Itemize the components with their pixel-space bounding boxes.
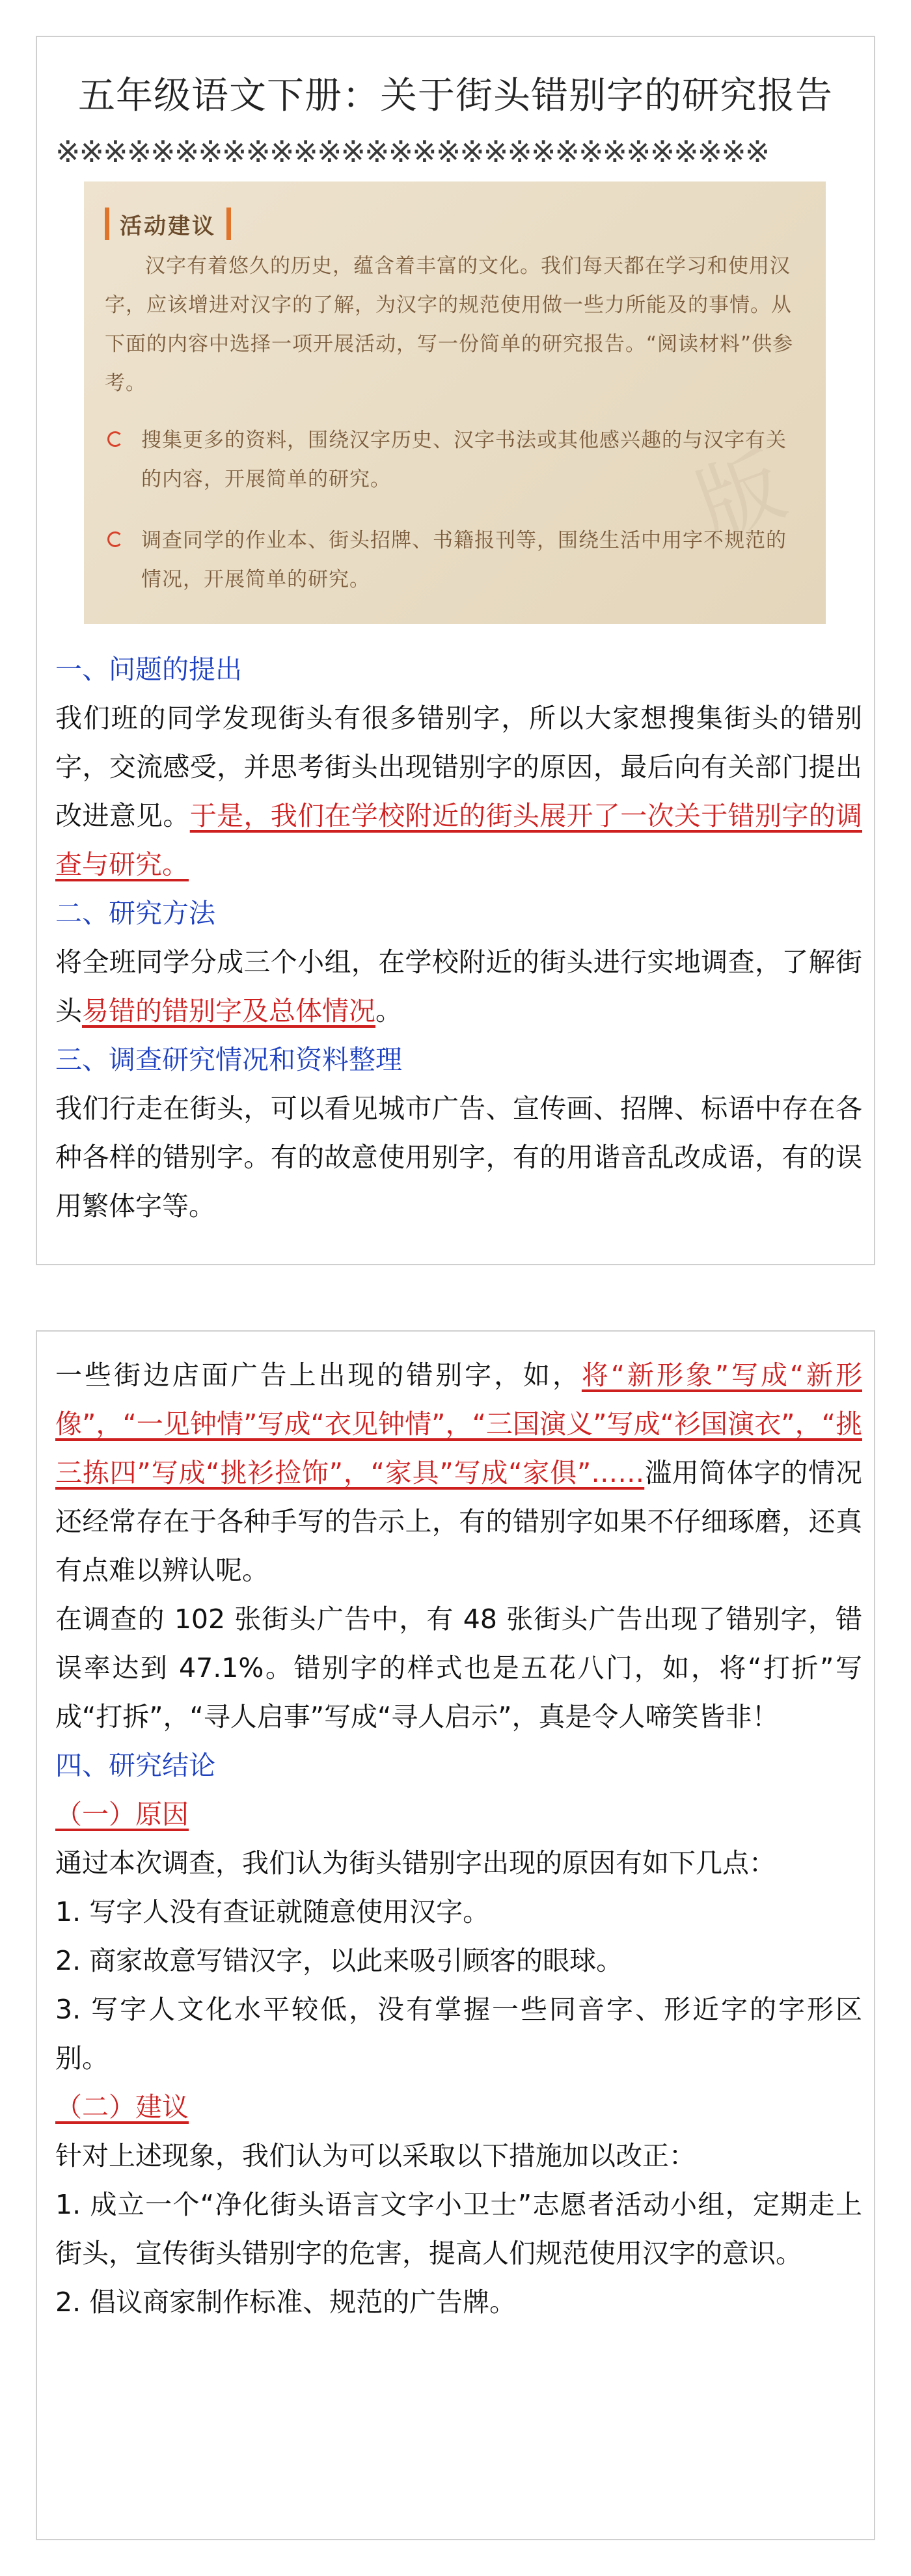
section3-heading: 三、调查研究情况和资料整理: [55, 1044, 402, 1075]
suggestion-item-2: 2. 倡议商家制作标准、规范的广告牌。: [55, 2287, 517, 2318]
causes-intro: 通过本次调查，我们认为街头错别字出现的原因有如下几点：: [55, 1847, 776, 1879]
section1-paragraph: [55, 694, 862, 889]
examples-paragraph: [55, 1351, 862, 1595]
cause-item-1: 1. 写字人没有查证就随意使用汉字。: [55, 1896, 490, 1927]
report-title: 五年级语文下册：关于街头错别字的研究报告: [78, 74, 833, 117]
activity-item-1-text: 搜集更多的资料，围绕汉字历史、汉字书法或其他感兴趣的与汉字有关的内容，开展简单的研究。: [141, 429, 787, 491]
suggestions-intro: 针对上述现象，我们认为可以采取以下措施加以改正：: [55, 2140, 696, 2171]
activity-suggestion-image: [84, 181, 826, 624]
section2-paragraph: [55, 938, 862, 1036]
section4-heading: 四、研究结论: [55, 1750, 215, 1781]
statistics-paragraph: 在调查的 102 张街头广告中，有 48 张街头广告出现了错别字，错误率达到 47.1%。错别字的样式也是五花八门，如，将“打折”写成“打拆”，“寻人启事”写成“寻人启示”，真是令人啼笑皆非！: [55, 1603, 862, 1732]
suggestion-item-1: 1. 成立一个“净化街头语言文字小卫士”志愿者活动小组，定期走上街头，宣传街头错别字的危害，提高人们规范使用汉字的意识。: [55, 2189, 862, 2269]
activity-tag: [105, 206, 231, 241]
activity-tag-label: 活动建议: [120, 213, 216, 239]
causes-subheading: （一）原因: [55, 1799, 189, 1830]
section1-highlight: 于是，我们在学校附近的街头展开了一次关于错别字的调查与研究。: [55, 800, 863, 880]
activity-paragraph: 汉字有着悠久的历史，蕴含着丰富的文化。我们每天都在学习和使用汉字，应该增进对汉字的了解，为汉字的规范使用做一些力所能及的事情。从下面的内容中选择一项开展活动，写一份简单的研究报告。“阅读材料”供参考。: [105, 254, 794, 395]
suggestions-subheading: （二）建议: [55, 2091, 189, 2123]
cause-item-2: 2. 商家故意写错汉字，以此来吸引顾客的眼球。: [55, 1945, 623, 1976]
examples-start: 一些街边店面广告上出现的错别字，如，: [55, 1360, 582, 1391]
activity-item-2-text: 调查同学的作业本、街头招牌、书籍报刊等，围绕生活中用字不规范的情况，开展简单的研究。: [141, 529, 787, 591]
section1-heading: 一、问题的提出: [55, 654, 242, 685]
page1-body: [55, 645, 862, 1231]
examples-end: 滥用简体字的情况还经常存在于各种手写的告示上，有的错别字如果不仔细琢磨，还真有点难以辨认呢。: [55, 1457, 862, 1586]
section3-paragraph: 我们行走在街头，可以看见城市广告、宣传画、招牌、标语中存在各种各样的错别字。有的故意使用别字，有的用谐音乱改成语，有的误用繁体字等。: [55, 1093, 862, 1222]
circle-bullet-icon: [107, 531, 123, 547]
watermark-glyph: 版: [683, 435, 797, 557]
page2-body: [55, 1351, 862, 2327]
report-page-2: [36, 1330, 875, 2540]
tag-bar-left: [105, 208, 109, 240]
examples-highlight: 将“新形象”写成“新形像”，“一见钟情”写成“衣见钟情”，“三国演义”写成“衫国演衣”，“挑三拣四”写成“挑衫捡饰”，“家具”写成“家俱”……: [55, 1360, 862, 1488]
report-page-1: [36, 36, 875, 1265]
section2-highlight: 易错的错别字及总体情况: [82, 995, 375, 1026]
circle-bullet-icon: [107, 431, 123, 447]
section2-end: 。: [375, 995, 402, 1026]
section2-text: 将全班同学分成三个小组，在学校附近的街头进行实地调查，了解街头: [55, 946, 862, 1026]
section2-heading: 二、研究方法: [55, 898, 215, 929]
cause-item-3: 3. 写字人文化水平较低，没有掌握一些同音字、形近字的字形区别。: [55, 1994, 862, 2074]
section1-text: 我们班的同学发现街头有很多错别字，所以大家想搜集街头的错别字，交流感受，并思考街头出现错别字的原因，最后向有关部门提出改进意见。: [55, 703, 862, 831]
decorative-divider: ※※※※※※※※※※※※※※※※※※※※※※※※※※※※※※: [55, 134, 769, 169]
tag-bar-right: [226, 208, 231, 240]
activity-item-2: [105, 521, 795, 599]
